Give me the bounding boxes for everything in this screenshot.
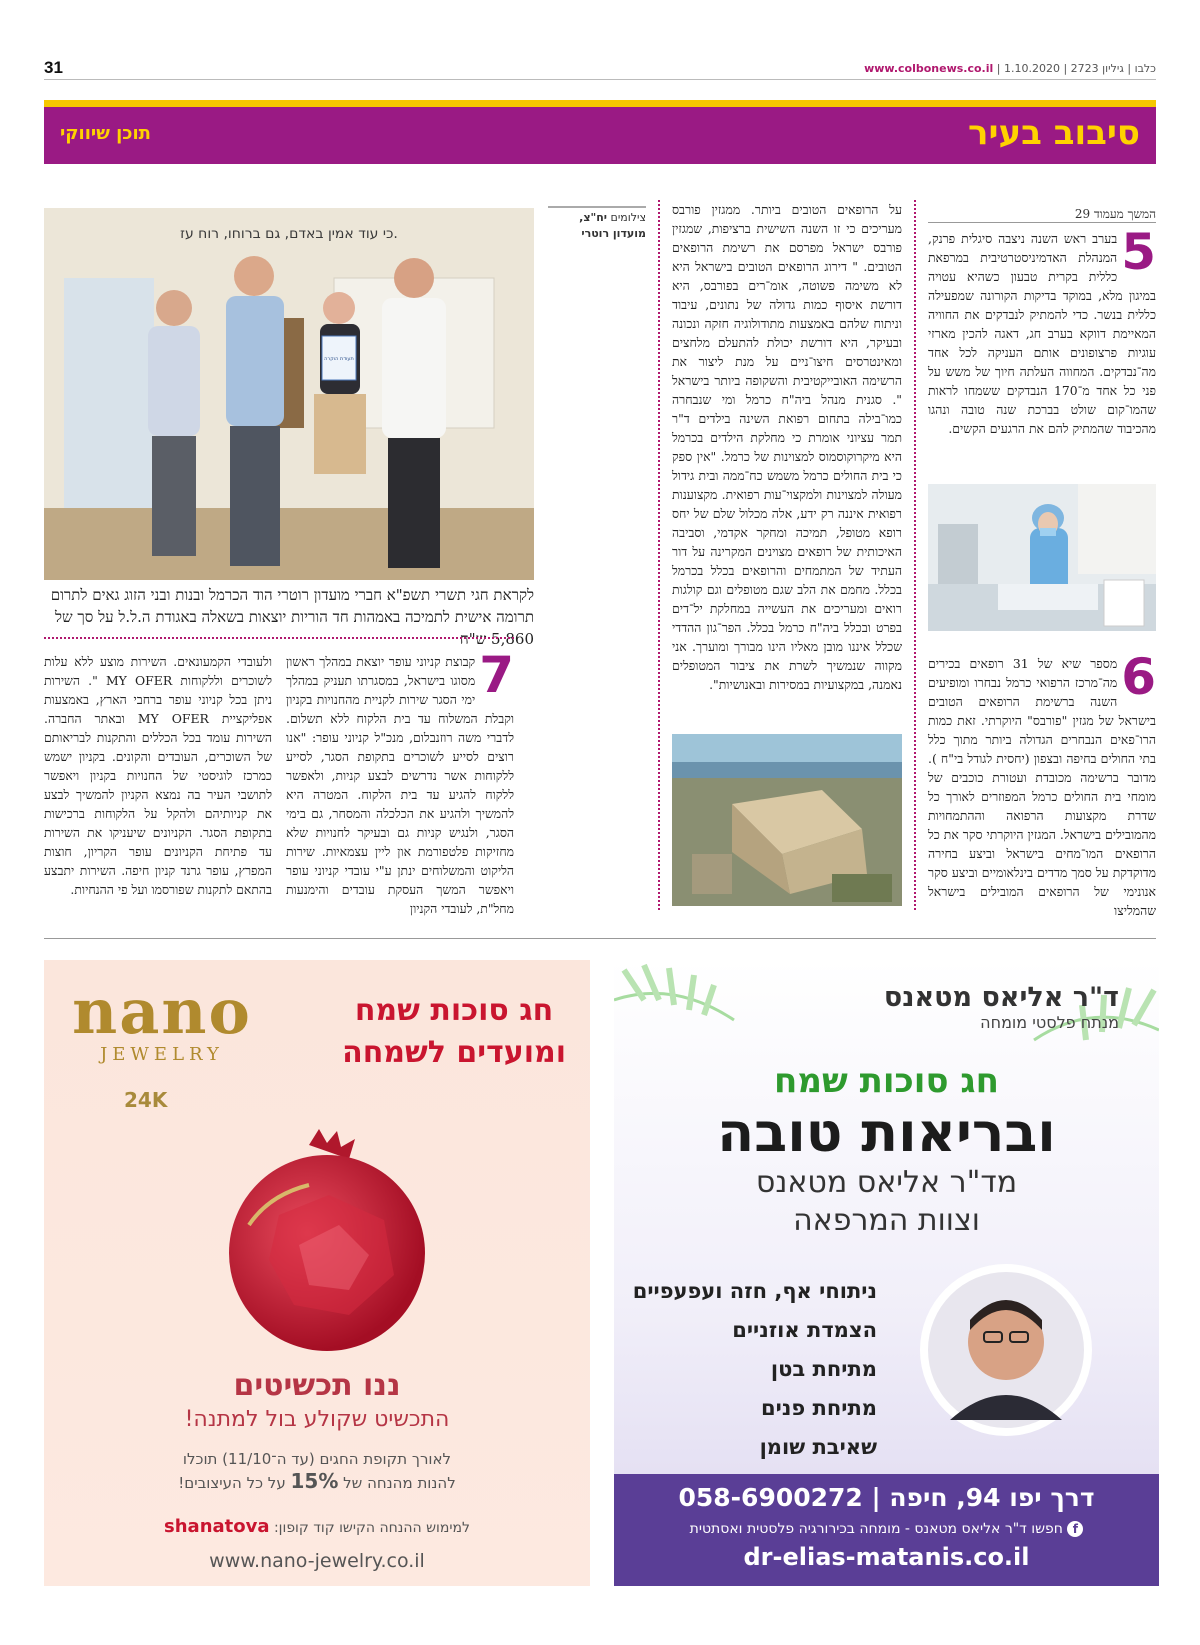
doctor-from-1: מד"ר אליאס מטאנס (755, 1165, 1018, 1200)
nano-offer-mid: להנות מהנחה של (343, 1474, 456, 1492)
ads-divider (44, 938, 1156, 939)
issue-info: כלבו | גיליון 2723 | 1.10.2020 | www.colbonews.co.il (864, 62, 1156, 75)
doctor-portrait (886, 1260, 1126, 1440)
article-column-2 (672, 200, 902, 694)
nano-offer-line1: לאורך תקופת החגים (עד ה־11/10) תוכלו (182, 1450, 452, 1468)
hospital-aerial-photo (672, 734, 902, 906)
doctor-greeting-1: חג סוכות שמח (774, 1061, 999, 1101)
item-7-text-b: ולעובדי הקמעונאים. השירות מוצע ללא עלות לשוכרים וללקוחות MY OFER ". השירות ניתן בכל קניוני עופר ברחבי הארץ, באמצעות אפליקציית MY OFER ובאתר החברה. השירות עומד בכל הכללים והתקנות לבריאותם של השוכרים, העובדים והקונים. בקניון ישמש כמרכז לוגיסטי של החנויות בקניון ויאפשר לתושבי העיר בה נמצא הקניון להמשיך לבצע את קניותיהם ולהקל על הלקוחות ברכישות בתקופת הסגר. הקניונים שיעניקו את השירות עד פתיחת הקניונים עופר הקריון, חוצות המפרץ, עופר גרנד קניון חיפה. השירות יתבצע בהתאם לתקנות שפורסמו ועל פי ההנחיות. (44, 654, 273, 897)
service-item: שאיבת שומן (759, 1435, 877, 1459)
doctor-header (884, 982, 1119, 1032)
column-divider-2 (658, 200, 660, 910)
item-number-7: 7 (479, 646, 514, 704)
section-divider (44, 637, 514, 639)
nano-headline-2: ומועדים לשמחה (342, 1035, 566, 1070)
item-7-column-a (286, 646, 514, 918)
photo-credit-name: יח"צ, (579, 211, 608, 224)
covid-test-illustration (928, 484, 1156, 631)
section-title: סיבוב בעיר (968, 113, 1140, 153)
doctor-title: מנתח פלסטי מומחה (980, 1013, 1119, 1032)
doctor-facebook-line (614, 1518, 1159, 1540)
nano-headline-1: חג סוכות שמח (354, 993, 554, 1028)
section-header (44, 100, 1156, 164)
nano-website[interactable]: www.nano-jewelry.co.il (209, 1550, 425, 1572)
item-7-text-a: קבוצת קניוני עופר יוצאת במהלך ראשון מסוגו בישראל, במסגרתו תעניק במהלך ימי הסגר שירות לקניית מהחנויות בקניון וקבלת המשלוח עד בית הלקוח ללא תשלום. לדברי משה רוזנבלום, מנכ"ל קניוני עופר: "אנו רוצים לסייע לשוכרים בתקופת הסגר, לסייע ללקוחות אשר נדרשים לבצע קניות, ולאפשר ללקוח להגיע עד בית הלקוח. המטרה היא להמשיך ולהגיע את הכלכלה והמסחר, גם בימי הסגר, ולנגיש קניות גם ובעיקר לחנויות שלא מחזיקות פלטפורמת און ליין עצמאיות. שירות הליקוט והמשלוחים ינתן ע"י עובדי קניוני עופר ויאפשר המשך העסקת עובדים והימנעות מחל"ת, לעובדי הקניון (286, 654, 514, 916)
item-7-column-b (44, 652, 272, 899)
item-6-continued: על הרופאים הטובים ביותר. ממגזין פורבס מעריכים כי זו השנה השישית ברציפות, שמגזין פורבס ישראל מפרסם את רשימת הרופאים הטובים. " דירוג הרופאים הטובים בישראל היא לא משימה פשוטה, אומ־רים בפורבס, היא דורשת איסוף כמות גדולה של נתונים, עיבוד וניתוח שלהם באמצעות מתודולוגיה חזקה ונכונה ובעיקר, היא דורשת יכולת להתעלם מלחצים ומאינטרסים חיצו־ניים על מנת ליצור את הרשימה האובייקטיבית והשקופה ביותר בישראל ". סגנית מנהל ביה"ח כרמל ומי שנבחרה כמו־בילה בתחום רפואת השינה בילדים ד"ר תמר עציוני אומרת כי מחלקת הילדים בכרמל היא מיקרוקוסמוס למצוינות של כרמל. "אין ספק כי בית החולים כרמל משמש כח־ממה ובית גידול מעולה למצוינות ולמקצוי־עות רפואית. מקצוענות רפואית איננה רק ידע, אלה מכלול שלם של יחס רופא מטופל, תמיכה ומחקר אקדמי, וסביבה האיכותית של רופאים מצוינים המקרינה על דור העתיד של המתמחים והרופאים בכלל בכרמל בכלל. מחמם את הלב שגם מטופלים וגם קולגות רואים ומעריכים את העשייה במחלקת יל־דים בפרט ובכלל ביה"ח כרמל בכלל. הפר־גון ההדדי שכלל איננו מובן מאליו הינו מבורך ומוערך. אני מקווה שנמשיך לשרת את ציבור המטופלים נאמנה, במקצועיות במסירות ובאנושיות". (672, 202, 902, 692)
item-5-text: בערב ראש השנה ניצבה סיגלית פרנק, המנהלת האדמיניסטרטיבית במרפאת כללית בקרית טבעון כשהיא עטויה במיגון מלא, במוקד בדיקות הקורונה שמפעילה כללית בנשר. כדי להמתיק לנבדקים את החוויה המאיימת דווקא בערב חג, דאגה להכין מארזי עוגיות פרצופונים אותם העניקה לכל אחד מה־נבדקים. המחווה העלתה חיוך של משש על פני כל אחד מ־170 הנבדקים ששמחו לראות שהמו־קום שולט בברכת שנה טובה ונהגו מהכיבוד שהמתיק להם את הרגעים הקשים. (928, 231, 1156, 436)
nano-offer-pct: 15% (290, 1469, 339, 1493)
covid-test-photo (928, 484, 1156, 631)
rotary-group-photo (44, 208, 534, 580)
photo-credit (548, 206, 646, 242)
nano-product: ננו תכשיטים (233, 1368, 401, 1403)
service-item: מתיחת בטן (770, 1357, 877, 1381)
service-item: מתיחת פנים (761, 1396, 877, 1420)
services-list (633, 1272, 877, 1467)
nano-jewelry-ad[interactable] (44, 960, 590, 1586)
doctor-website[interactable]: dr-elias-matanis.co.il (743, 1543, 1030, 1571)
pomegranate-icon (209, 1125, 439, 1355)
nano-offer-post: על כל העיצובים! (178, 1474, 286, 1492)
doctor-address: דרך יפו 94, חיפה | (871, 1483, 1095, 1512)
facebook-icon[interactable]: f (1067, 1521, 1083, 1537)
rotary-group-illustration (44, 208, 534, 580)
nano-headline (342, 990, 566, 1074)
column-divider (914, 200, 916, 910)
nano-logo-word: nano (72, 975, 252, 1048)
site-url[interactable]: www.colbonews.co.il (864, 62, 994, 75)
doctor-from-2: וצוות המרפאה (793, 1203, 980, 1238)
photo-credit-label: צילומים (610, 211, 646, 224)
doctor-name: ד"ר אליאס מטאנס (883, 982, 1119, 1013)
wall-writing: כי עוד אמין באדם, גם ברוחו, רוח עז. (180, 226, 398, 242)
service-item: ניתוחי אף, חזה ועפעפיים (632, 1279, 877, 1303)
page-topbar (44, 58, 1156, 80)
nano-coupon-label: למימוש ההנחה הקישו קוד קופון: (273, 1520, 470, 1536)
doctor-greeting-2: ובריאות טובה (717, 1101, 1056, 1164)
karat-label: 24K (124, 1088, 168, 1112)
nano-product-block (44, 1368, 590, 1432)
photo-caption: לקראת חגי תשרי תשפ"א חברי מועדון רוטרי הוד הכרמל ובנות ובני הזוג גאים לתרום תרומה אישית לתמיכה באמהות חד הוריות יוצאות בשאלה באגודת ה.ל.ל על סך של 5,860 ש"ח (50, 586, 534, 648)
doctor-contact-line (614, 1478, 1159, 1518)
item-number-5: 5 (1121, 223, 1156, 281)
doctor-phone[interactable]: 058-6900272 (678, 1483, 863, 1512)
nano-coupon (44, 1516, 590, 1537)
nano-logo-sub: JEWELRY (100, 1044, 224, 1065)
article-column-1 (928, 207, 1156, 438)
nano-coupon-code[interactable]: shanatova (164, 1516, 270, 1537)
doctor-facebook[interactable]: חפשו ד"ר אליאס מטאנס - מומחה בכירורגיה פלסטית ואסתטית (689, 1521, 1063, 1537)
article-column-1b (928, 648, 1156, 920)
service-item: הצמדת אוזניים (732, 1318, 877, 1342)
hospital-aerial-illustration (672, 734, 902, 906)
page-number: 31 (44, 58, 63, 77)
photo-credit-org: מועדון רוטרי (581, 227, 646, 240)
doctor-contact-bar (614, 1474, 1159, 1586)
doctor-greeting (614, 1060, 1159, 1240)
item-6-text: מספר שיא של 31 רופאים בכירים מה־מרכז הרפואי כרמל נבחרו ומופיעים השנה ברשימת הרופאים הטובים בישראל של מגזין "פורבס" היוקרתי. זאת כמות הרו־פאים הנבחרים הגדולה ביותר מתוך כלל בתי החולים בחיפה ובצפון (יחסית לגודל בי"ח ). מדובר ברשימה מכובדת ועטורת כוכבים של מומחי בית החולים כרמל המפוזרים לאורך כל שדרת מקצועות הרפואה וההתמחויות מהמובילים בישראל. המגזין היוקרתי סקר את כל הרופאים המו־מחים בישראל וביצע בחירה מדוקדקת על סמך מדדים בינלאומיים וביצע סקר אנונימי של הרופאים המובילים בישראל שהמליצו (928, 656, 1156, 918)
doctor-ad[interactable] (614, 960, 1159, 1586)
certificate-text: תעודת הוקרה (324, 356, 354, 362)
nano-offer (44, 1448, 590, 1494)
nano-slogan: התכשיט שקולע בול למתנה! (184, 1407, 450, 1432)
item-number-6: 6 (1121, 648, 1156, 706)
issue-details: כלבו | גיליון 2723 | 1.10.2020 (1003, 62, 1156, 75)
promo-label: תוכן שיווקי (60, 123, 151, 144)
continued-note: המשך מעמוד 29 (928, 207, 1156, 223)
portrait-illustration (886, 1260, 1126, 1440)
nano-logo (72, 975, 252, 1065)
